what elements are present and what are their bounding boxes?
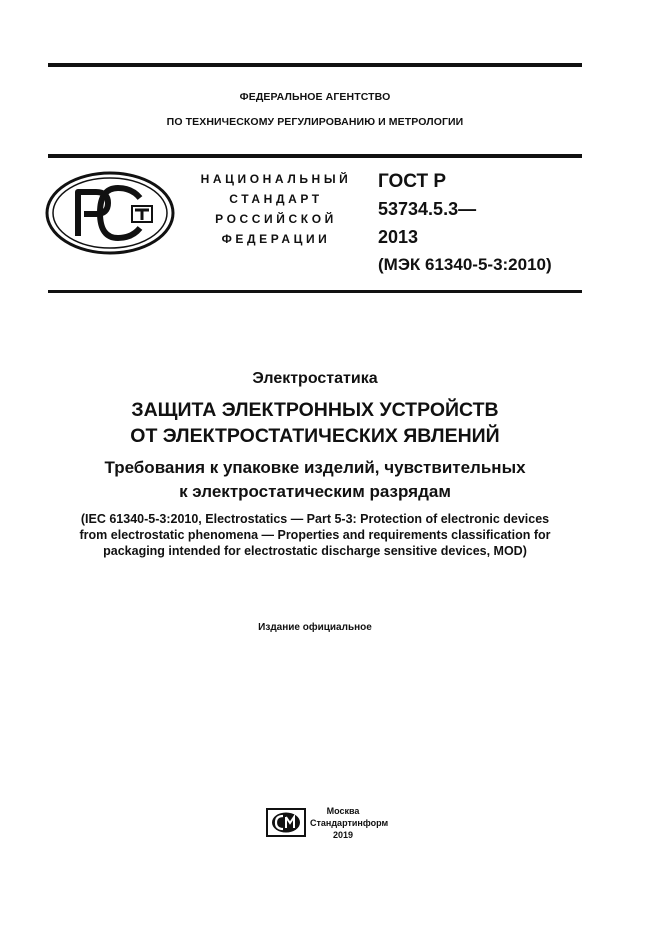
- gost-designation-line-2: 53734.5.3—: [378, 199, 477, 219]
- rst-certification-logo-icon: [44, 170, 176, 256]
- standard-block-rule: [48, 290, 582, 293]
- publisher-city: Москва: [326, 806, 360, 816]
- iec-reference-line-2: from electrostatic phenomena — Properties and requirements classification for: [79, 528, 551, 542]
- requirements-line-1: Требования к упаковке изделий, чувствительных: [104, 458, 526, 477]
- iec-reference-line-3: packaging intended for electrostatic discharge sensitive devices, MOD): [103, 544, 527, 558]
- iec-reference-line-1: (IEC 61340-5-3:2010, Electrostatics — Part 5-3: Protection of electronic devices: [80, 512, 550, 526]
- document-subject: Электростатика: [252, 370, 378, 387]
- header-rule: [48, 154, 582, 158]
- top-rule: [48, 63, 582, 67]
- agency-line-1: ФЕДЕРАЛЬНОЕ АГЕНТСТВО: [239, 91, 391, 103]
- national-line-1: НАЦИОНАЛЬНЫЙ: [200, 172, 352, 186]
- standartinform-logo-icon: [266, 808, 306, 837]
- publisher-name: Стандартинформ: [310, 818, 389, 828]
- edition-label: Издание официальное: [258, 622, 372, 633]
- document-title-line-1: ЗАЩИТА ЭЛЕКТРОННЫХ УСТРОЙСТВ: [131, 399, 499, 421]
- gost-designation-line-4: (МЭК 61340-5-3:2010): [378, 255, 552, 274]
- gost-designation-line-3: 2013: [378, 227, 419, 247]
- national-line-4: ФЕДЕРАЦИИ: [221, 232, 331, 246]
- national-line-3: РОССИЙСКОЙ: [215, 212, 337, 226]
- publisher-year: 2019: [332, 830, 354, 840]
- agency-line-2: ПО ТЕХНИЧЕСКОМУ РЕГУЛИРОВАНИЮ И МЕТРОЛОГИИ: [166, 116, 464, 128]
- document-title-line-2: ОТ ЭЛЕКТРОСТАТИЧЕСКИХ ЯВЛЕНИЙ: [130, 425, 500, 447]
- requirements-line-2: к электростатическим разрядам: [179, 482, 451, 501]
- national-line-2: СТАНДАРТ: [229, 192, 323, 206]
- gost-designation-line-1: ГОСТ Р: [378, 171, 447, 192]
